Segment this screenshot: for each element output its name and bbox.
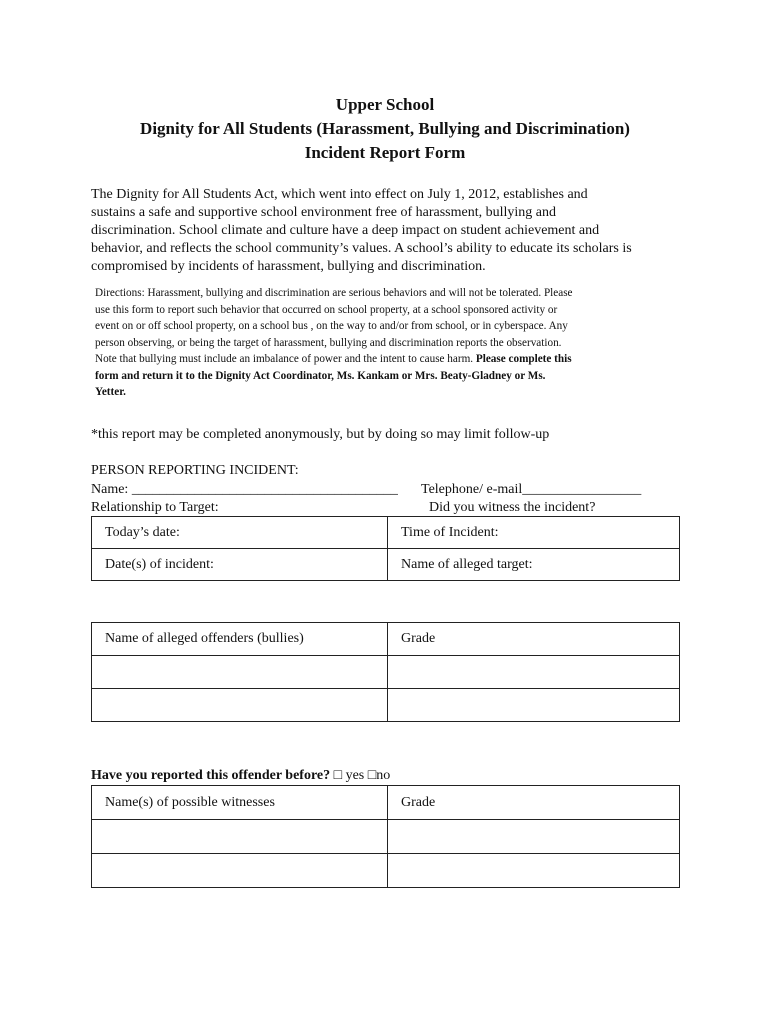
directions-instruction: Please complete this bbox=[475, 353, 572, 365]
directions-line bbox=[95, 384, 675, 401]
form-name: Incident Report Form bbox=[304, 143, 466, 162]
offender-name-cell[interactable] bbox=[92, 689, 388, 722]
offender-name-header: Name of alleged offenders (bullies) bbox=[92, 623, 388, 656]
directions-note: Note that bullying must include an imbalance of power and the intent to cause harm. bbox=[95, 353, 476, 365]
intro-line: discrimination. School climate and culture have a deep impact on student achievement and bbox=[91, 223, 600, 238]
directions-line bbox=[95, 368, 675, 385]
reported-before-label: Have you reported this offender before? bbox=[91, 768, 331, 783]
directions-line: Directions: Harassment, bullying and discrimination are serious behaviors and will not be tolerated. Please bbox=[95, 287, 573, 299]
reporter-name-row bbox=[91, 481, 691, 500]
witness-name-cell[interactable] bbox=[92, 820, 388, 854]
offender-grade-cell[interactable] bbox=[388, 656, 680, 689]
act-title: Dignity for All Students (Harassment, Bullying and Discrimination) bbox=[140, 119, 630, 138]
reporter-heading: PERSON REPORTING INCIDENT: bbox=[91, 463, 299, 478]
yes-checkbox[interactable]: □ yes bbox=[330, 768, 368, 783]
table-row bbox=[92, 549, 680, 581]
time-of-incident-cell[interactable]: Time of Incident: bbox=[388, 517, 680, 549]
offender-grade-header: Grade bbox=[388, 623, 680, 656]
directions-line: event on or off school property, on a school bus , on the way to and/or from school, or in cyberspace. Any bbox=[95, 320, 568, 332]
incident-details-table bbox=[91, 516, 680, 581]
no-checkbox[interactable]: □no bbox=[367, 768, 391, 783]
relationship-field[interactable]: Relationship to Target: bbox=[91, 500, 219, 515]
table-row bbox=[92, 517, 680, 549]
intro-line: behavior, and reflects the school community’s values. A school’s ability to educate its scholars is bbox=[91, 241, 632, 256]
offenders-table bbox=[91, 622, 680, 722]
school-name: Upper School bbox=[335, 95, 435, 114]
reporter-section bbox=[91, 462, 691, 518]
form-title bbox=[0, 93, 770, 165]
table-row bbox=[92, 820, 680, 854]
intro-paragraph bbox=[91, 186, 691, 276]
intro-line: The Dignity for All Students Act, which went into effect on July 1, 2012, establishes and bbox=[91, 187, 588, 202]
telephone-field[interactable]: Telephone/ e-mail_________________ bbox=[421, 481, 642, 497]
directions-paragraph bbox=[95, 285, 675, 401]
offender-name-cell[interactable] bbox=[92, 656, 388, 689]
witness-question[interactable]: Did you witness the incident? bbox=[429, 500, 596, 515]
witness-grade-header: Grade bbox=[388, 786, 680, 820]
intro-line: compromised by incidents of harassment, bullying and discrimination. bbox=[91, 259, 486, 274]
directions-line bbox=[95, 351, 675, 368]
anonymous-note: *this report may be completed anonymously, but by doing so may limit follow-up bbox=[91, 427, 550, 442]
table-header-row bbox=[92, 623, 680, 656]
directions-line: use this form to report such behavior that occurred on school property, at a school sponsored activity or bbox=[95, 303, 558, 316]
todays-date-cell[interactable]: Today’s date: bbox=[92, 517, 388, 549]
table-row bbox=[92, 689, 680, 722]
offender-grade-cell[interactable] bbox=[388, 689, 680, 722]
witness-grade-cell[interactable] bbox=[388, 820, 680, 854]
witness-name-cell[interactable] bbox=[92, 854, 388, 888]
table-row bbox=[92, 656, 680, 689]
target-name-cell[interactable]: Name of alleged target: bbox=[388, 549, 680, 581]
coordinator-line: form and return it to the Dignity Act Coordinator, Ms. Kankam or Mrs. Beaty-Gladney or Ms. bbox=[95, 369, 546, 382]
table-header-row bbox=[92, 786, 680, 820]
witness-name-header: Name(s) of possible witnesses bbox=[92, 786, 388, 820]
directions-line: person observing, or being the target of harassment, bullying and discrimination reports the observation. bbox=[95, 336, 562, 349]
intro-line: sustains a safe and supportive school environment free of harassment, bullying and bbox=[91, 205, 556, 220]
witness-grade-cell[interactable] bbox=[388, 854, 680, 888]
reported-before-question bbox=[91, 768, 390, 784]
table-row bbox=[92, 854, 680, 888]
witnesses-table bbox=[91, 785, 680, 888]
dates-of-incident-cell[interactable]: Date(s) of incident: bbox=[92, 549, 388, 581]
reporter-relationship-row bbox=[91, 499, 691, 518]
coordinator-line: Yetter. bbox=[95, 386, 126, 398]
name-field[interactable]: Name: ______________________________________ bbox=[91, 481, 398, 497]
